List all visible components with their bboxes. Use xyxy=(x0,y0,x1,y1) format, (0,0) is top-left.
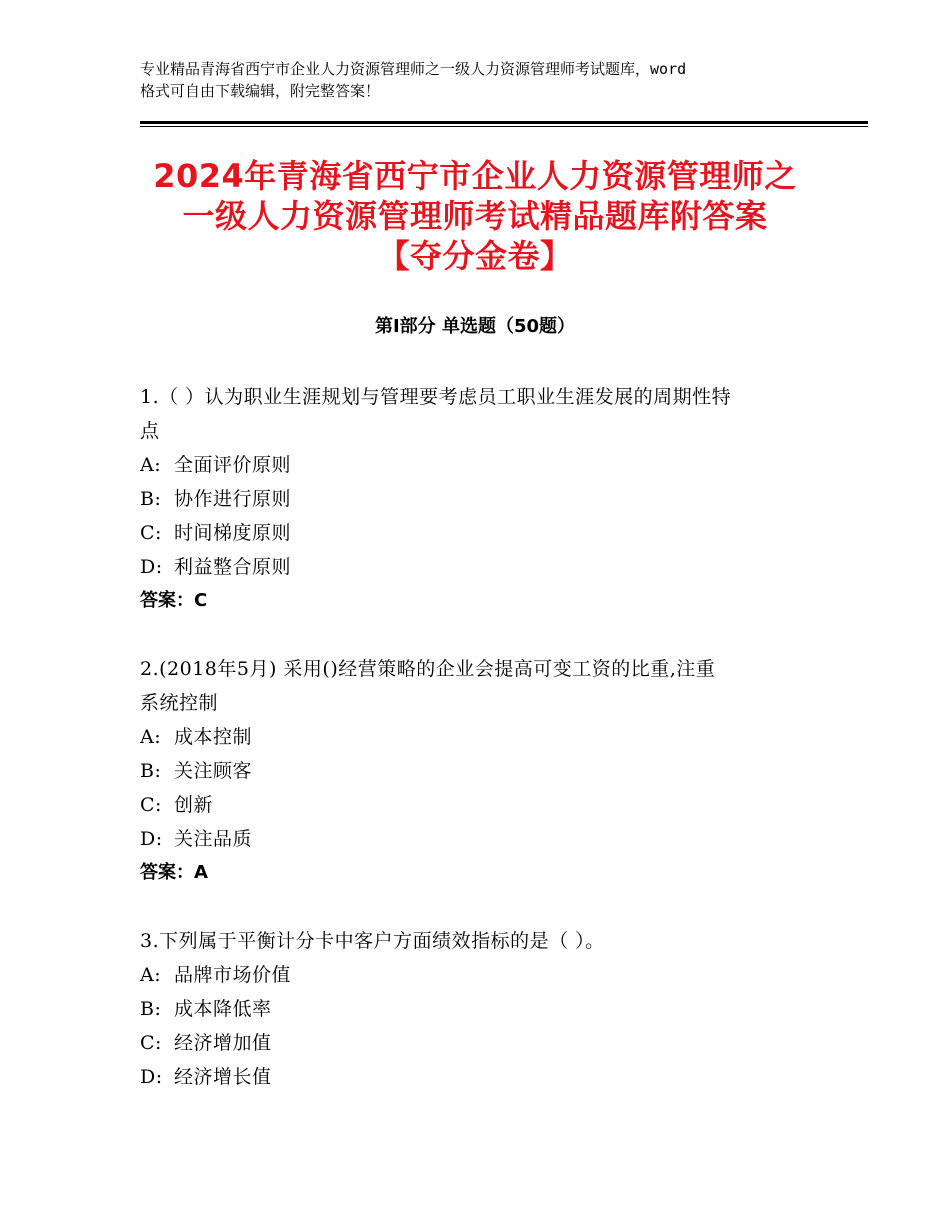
option-text: 协作进行原则 xyxy=(174,488,292,510)
option-b xyxy=(140,482,820,516)
question-stem xyxy=(140,652,820,720)
option-letter: A: xyxy=(140,726,162,748)
question-stem xyxy=(140,380,820,448)
option-text: 成本降低率 xyxy=(174,998,272,1020)
option-d xyxy=(140,550,820,584)
option-letter: D: xyxy=(140,556,163,578)
option-a xyxy=(140,958,820,992)
option-text: 成本控制 xyxy=(174,726,253,748)
header-divider-thin xyxy=(140,126,868,127)
option-text: 品牌市场价值 xyxy=(174,964,292,986)
option-c xyxy=(140,788,820,822)
option-text: 利益整合原则 xyxy=(174,556,292,578)
option-text: 关注品质 xyxy=(174,828,253,850)
option-d xyxy=(140,1060,820,1094)
question-stem-line: 3.下列属于平衡计分卡中客户方面绩效指标的是（ ）。 xyxy=(140,930,605,952)
question-stem-line: 系统控制 xyxy=(140,692,219,714)
option-letter: C: xyxy=(140,522,162,544)
question-stem-line: 1.（ ）认为职业生涯规划与管理要考虑员工职业生涯发展的周期性特 xyxy=(140,386,732,408)
title-line: 2024年青海省西宁市企业人力资源管理师之 xyxy=(153,157,797,195)
option-letter: A: xyxy=(140,454,162,476)
option-d xyxy=(140,822,820,856)
question-stem-line: 2.(2018年5月) 采用()经营策略的企业会提高可变工资的比重,注重 xyxy=(140,658,716,680)
question-stem-line: 点 xyxy=(140,420,160,442)
option-letter: C: xyxy=(140,794,162,816)
option-letter: B: xyxy=(140,488,162,510)
option-a xyxy=(140,448,820,482)
question-1 xyxy=(140,380,820,618)
option-letter: B: xyxy=(140,998,162,1020)
option-a xyxy=(140,720,820,754)
option-b xyxy=(140,992,820,1026)
option-letter: D: xyxy=(140,828,163,850)
answer-label: 答案：C xyxy=(140,590,208,611)
question-2 xyxy=(140,652,820,890)
question-stem xyxy=(140,924,820,958)
option-text: 经济增加值 xyxy=(174,1032,272,1054)
option-text: 关注顾客 xyxy=(174,760,253,782)
section-heading: 第Ⅰ部分 单选题（50题） xyxy=(374,316,575,337)
option-b xyxy=(140,754,820,788)
document-title xyxy=(80,156,870,276)
header-note-line: 格式可自由下载编辑，附完整答案！ xyxy=(140,82,381,100)
option-text: 经济增长值 xyxy=(174,1066,272,1088)
question-3 xyxy=(140,924,820,1094)
option-c xyxy=(140,1026,820,1060)
header-note-line: 专业精品青海省西宁市企业人力资源管理师之一级人力资源管理师考试题库，word xyxy=(140,60,687,78)
title-line: 一级人力资源管理师考试精品题库附答案 xyxy=(182,197,768,235)
header-divider-thick xyxy=(140,121,868,124)
option-letter: D: xyxy=(140,1066,163,1088)
option-letter: C: xyxy=(140,1032,162,1054)
option-letter: B: xyxy=(140,760,162,782)
title-line: 【夺分金卷】 xyxy=(377,237,573,275)
option-c xyxy=(140,516,820,550)
header-note xyxy=(140,58,830,102)
option-text: 时间梯度原则 xyxy=(174,522,292,544)
answer-label: 答案：A xyxy=(140,862,208,883)
option-letter: A: xyxy=(140,964,162,986)
option-text: 创新 xyxy=(174,794,214,816)
question-list xyxy=(140,380,820,1128)
option-text: 全面评价原则 xyxy=(174,454,292,476)
